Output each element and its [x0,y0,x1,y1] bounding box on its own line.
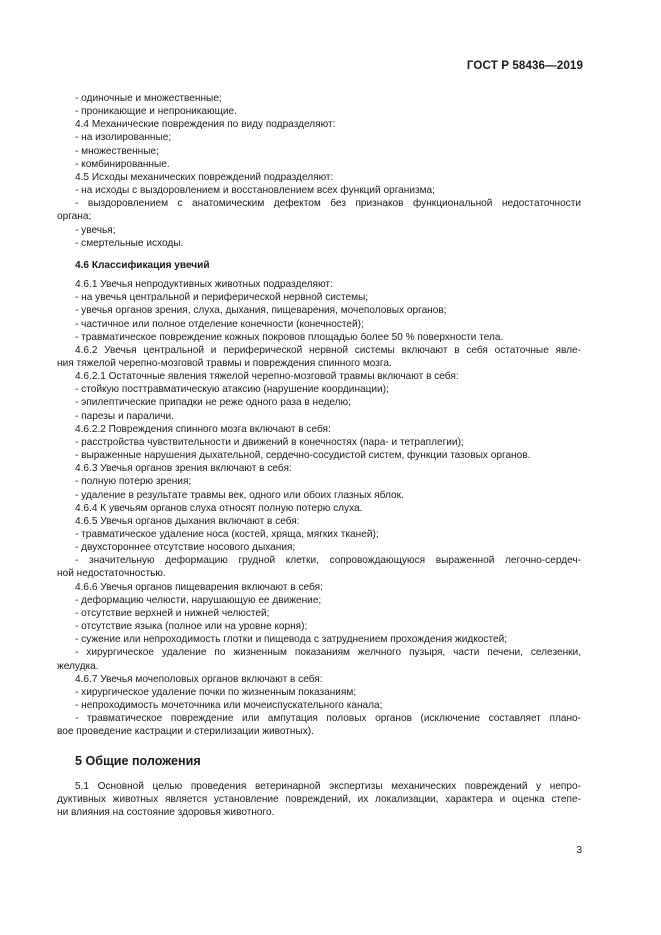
list-item: - на исходы с выздоровлением и восстановлением всех функций организма; [75,185,435,197]
text-line: 4.6.2.2 Повреждения спинного мозга включают в себя: [75,423,331,435]
text-line: 4.6.6 Увечья органов пищеварения включают в себя: [75,581,323,593]
text-line: ния тяжелой черепно-мозговой травмы и повреждения спинного мозга. [57,357,392,369]
list-item: - частичное или полное отделение конечности (конечностей); [75,318,364,330]
list-item: - комбинированные. [75,158,170,170]
list-item: - на изолированные; [75,132,172,144]
list-item: - расстройства чувствительности и движений в конечностях (пара- и тетраплегии); [75,436,464,448]
list-item: - отсутствие верхней и нижней челюстей; [75,607,270,619]
list-item: - хирургическое удаление по жизненным показаниям желчного пузыря, части печени, селезенки, [75,647,581,659]
list-item: - хирургическое удаление почки по жизненным показаниям; [75,686,357,698]
list-item: - удаление в результате травмы век, одного или обоих глазных яблок. [75,489,404,501]
list-item: - выздоровлением с анатомическим дефектом без признаков функциональной недостаточности [75,198,581,210]
text-line: вое проведение кастрации и стерилизации животных). [57,726,314,738]
text-line: органа; [57,211,92,223]
text-line: 4.6.3 Увечья органов зрения включают в себя: [75,463,292,475]
text-line: дуктивных животных является установление повреждений, их локализации, характера и оценка степе- [57,793,581,805]
list-item: - травматическое повреждение или ампутация половых органов (исключение составляет плано- [75,713,581,725]
text-line: 4.6.5 Увечья органов дыхания включают в себя: [75,515,300,527]
document-body [57,92,581,819]
list-item: - увечья; [75,224,116,236]
section-heading: 4.6 Классификация увечий [75,259,210,271]
list-item: - множественные; [75,145,159,157]
page-number: 3 [576,845,582,856]
text-line: желудка. [57,660,99,672]
text-line: 4.4 Механические повреждения по виду подразделяют: [75,119,336,131]
section-heading: 5 Общие положения [75,753,201,768]
text-line: 4.6.1 Увечья непродуктивных животных подразделяют: [75,279,333,291]
list-item: - на увечья центральной и периферической нервной системы; [75,292,369,304]
text-line: 4.5 Исходы механических повреждений подразделяют: [75,171,334,183]
list-item: - травматическое повреждение кожных покровов площадью более 50 % поверхности тела. [75,331,504,343]
text-line: 4.6.2 Увечья центральной и периферической нервной системы включают в себя остаточные явле- [75,344,581,356]
standard-number: ГОСТ Р 58436—2019 [466,59,583,72]
list-item: - непроходимость мочеточника или мочеиспускательного канала; [75,700,383,712]
text-line: ни влияния на состояние здоровья животного. [57,806,275,818]
text-line: 4.6.7 Увечья мочеполовых органов включают в себя: [75,673,323,685]
list-item: - эпилептические припадки не реже одного раза в неделю; [75,397,351,409]
list-item: - сужение или непроходимость глотки и пищевода с затруднением прохождения жидкостей; [75,634,508,646]
list-item: - одиночные и множественные; [75,93,222,104]
list-item: - отсутствие языка (полное или на уровне корня); [75,621,308,633]
list-item: - двухстороннее отсутствие носового дыхания; [75,542,296,554]
list-item: - полную потерю зрения; [75,476,192,488]
text-line: 4.6.4 К увечьям органов слуха относят полную потерю слуха. [75,502,363,514]
list-item: - деформацию челюсти, нарушающую ее движение; [75,594,322,606]
text-line: ной недостаточностью. [57,568,166,580]
text-line: 4.6.2.1 Остаточные явления тяжелой черепно-мозговой травмы включают в себя: [75,371,459,383]
list-item: - увечья органов зрения, слуха, дыхания, пищеварения, мочеполовых органов; [75,305,447,317]
list-item: - смертельные исходы. [75,237,184,249]
list-item: - выраженные нарушения дыхательной, сердечно-сосудистой систем, функции тазовых органов. [75,450,531,462]
list-item: - проникающие и непроникающие. [75,106,237,118]
list-item: - значительную деформацию грудной клетки, сопровождающуюся выраженной легочно-сердеч- [75,555,581,567]
text-line: 5.1 Основной целью проведения ветеринарной экспертизы механических повреждений у непро- [75,780,581,792]
list-item: - парезы и параличи. [75,410,174,422]
list-item: - стойкую посттравматическую атаксию (нарушение координации); [75,384,389,396]
list-item: - травматическое удаление носа (костей, хряща, мягких тканей); [75,529,379,540]
